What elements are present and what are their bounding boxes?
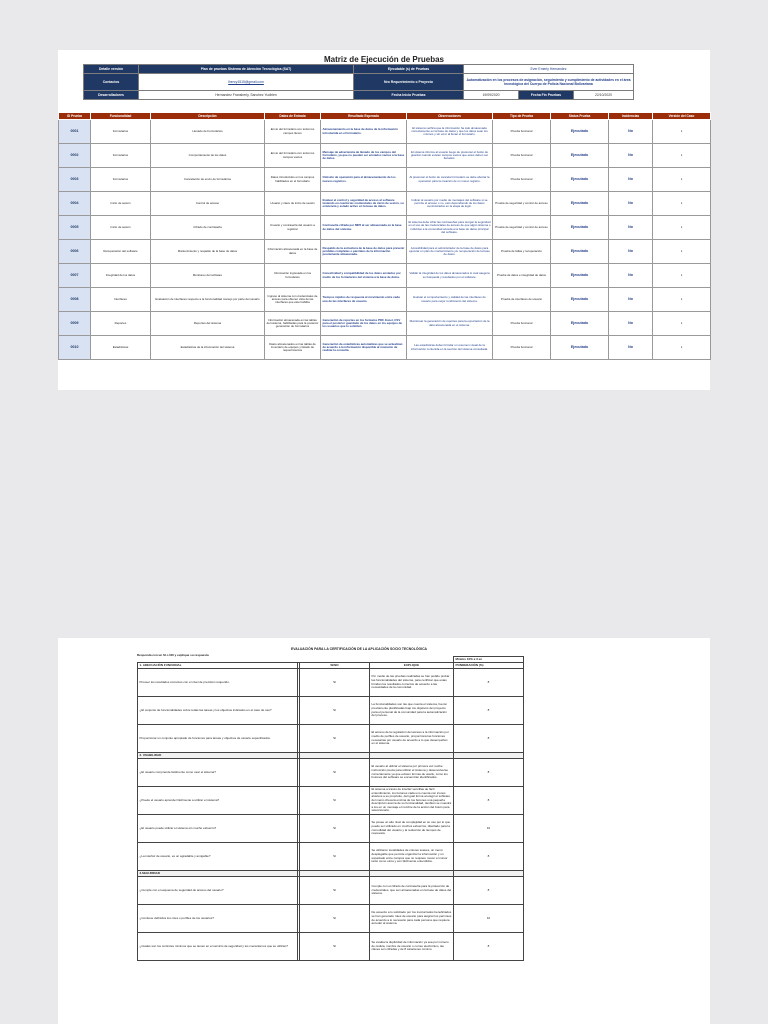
input-data-cell: Información almacenada en las tablas del sistema, habilitadas para la posterior generación de formularios	[265, 312, 321, 336]
weighting-value: 8	[454, 933, 524, 961]
question-text: ¿La interfaz de usuario, es un agradable y amigable?	[138, 843, 298, 871]
answer-si-no: SI	[300, 815, 370, 843]
test-status-cell: Ejecutado	[551, 312, 609, 336]
description-cell: Llenado de Formularios	[151, 120, 265, 144]
observations-cell: Indicar al usuario por medio de mensajes del software si se permite el acceso o no, esto dependiendo de los datos suministrados en la etapa de login.	[407, 192, 493, 216]
header-label: Fecha Inicio Pruebas	[354, 91, 464, 100]
table-row	[59, 336, 711, 360]
answer-si-no: SI	[300, 697, 370, 725]
test-id-cell: 0003	[59, 168, 91, 192]
column-header: Resultado Esperado	[321, 113, 407, 120]
answer-si-no: SI	[300, 843, 370, 871]
explanation-text: Se posee un alto nivel de complejidad en su uso por lo que puede ser utilizado en muchos esfuerzos, diseñado para la comodidad del usuario y la reducción de tiempos de respuesta.	[370, 815, 454, 843]
column-header: PONDERACIÓN (%)	[454, 663, 524, 669]
description-cell: Cifrado de contraseña	[151, 216, 265, 240]
header-row	[84, 74, 634, 91]
test-type-cell: Prueba funcional	[493, 168, 551, 192]
question-row	[138, 877, 524, 905]
table-row	[59, 240, 711, 264]
table-row	[59, 312, 711, 336]
weighting-value: 8	[454, 725, 524, 753]
observations-cell: Las estadísticas deben brindar un resumen visual de la información contenida en la sección del sistema consultada.	[407, 336, 493, 360]
description-cell: Cancelación de envío de formularios	[151, 168, 265, 192]
input-data-cell: Ingreso al sistema con credenciales de acceso para obtener vista de las interfaces que éste habilita	[265, 288, 321, 312]
document-title: Matriz de Ejecución de Pruebas	[323, 55, 445, 64]
answer-si-no: SI	[300, 725, 370, 753]
column-header: Descripción	[151, 113, 265, 120]
test-id-cell: 0008	[59, 288, 91, 312]
test-matrix-table	[58, 112, 711, 360]
header-value: Automatización en los procesos de asignación, seguimiento y cumplimiento de actividades en el área tecnológica del Cuerpo de Policía Nacional Bolivariana	[464, 74, 634, 91]
weighting-value: 8	[454, 877, 524, 905]
end-date: 22/10/2020	[574, 91, 634, 100]
explanation-text: El sistema a través de interfaz sencillas de fácil entendimiento, los botones cada uno cuenta con iconos alusivos a su propósito, del igual forma al elegir el software del menú ofrecerá encima de los botones una pequeña descripción acerca de su funcionalidad, también se muestra a los en un mensaje el nombre de la acción del botón para seleccionarlo.	[370, 787, 454, 815]
answer-si-no: SI	[300, 669, 370, 697]
explanation-text: Se evalúa la duplicidad de información ya sea por número de cédula, nombre de usuario o correo electrónico, las claves son cifradas y de 8 caracteres mínimo.	[370, 933, 454, 961]
expected-result-cell: Almacenamiento en la base de datos de la información introducida en el formulario.	[321, 120, 407, 144]
expected-result-cell: Omisión de operación para el almacenamiento de los nuevos registros.	[321, 168, 407, 192]
table-row	[59, 288, 711, 312]
test-type-cell: Prueba de seguridad y control de acceso	[493, 192, 551, 216]
project-header-table	[83, 64, 634, 100]
test-id-cell: 0010	[59, 336, 91, 360]
header-label: Detalle versión	[84, 65, 139, 74]
functionality-cell: Estadísticas	[91, 336, 151, 360]
description-cell: Reportes del sistema	[151, 312, 265, 336]
weighting-value: 8	[454, 787, 524, 815]
column-header: Incidencias	[609, 113, 653, 120]
test-status-cell: Ejecutado	[551, 240, 609, 264]
question-text: ¿Cuáles son los controles mínimos que se tienen en el servicio de seguridad y los mecanismos que se utilizan?	[138, 933, 298, 961]
functionality-cell: Inicio de sesión	[91, 216, 151, 240]
header-row	[84, 91, 634, 100]
functionality-cell: Formularios	[91, 168, 151, 192]
test-type-cell: Prueba funcional	[493, 144, 551, 168]
test-id-cell: 0009	[59, 312, 91, 336]
functionality-cell: Inicio de sesión	[91, 192, 151, 216]
description-cell: Evaluación de interfaces respecto a la funcionalidad manejo por parte del usuario	[151, 288, 265, 312]
case-version-cell: 1	[653, 240, 711, 264]
explanation-text: El acceso de la regulación del acceso a la información por medio de perfiles de usuario, proporciona las funciones necesarias por usuario de acuerdo a lo que desempeñan en el sistema.	[370, 725, 454, 753]
expected-result-cell: Respaldo de la estructura de la base de datos para prevenir pérdidas completas o parciales de la información previamente almacenada.	[321, 240, 407, 264]
evaluation-title: EVALUACIÓN PARA LA CERTIFICACIÓN DE LA APLICACIÓN SOCIO TECNOLÓGICA	[291, 647, 427, 651]
column-header: EXPLIQUE	[370, 663, 454, 669]
test-status-cell: Ejecutado	[551, 288, 609, 312]
test-id-cell: 0006	[59, 240, 91, 264]
incidents-cell: No	[609, 336, 653, 360]
description-cell: Control de acceso	[151, 192, 265, 216]
table-header-row	[59, 113, 711, 120]
functionality-cell: Formularios	[91, 120, 151, 144]
column-header: SI/NO	[300, 663, 370, 669]
observations-cell: El sistema verifica que la información ha sido almacenada correctamente en la base de datos y que los datos sean los mismos y sin error al llenar el formulario.	[407, 120, 493, 144]
table-row	[59, 264, 711, 288]
observations-cell: El sistema debe cifrar las contraseñas para otorgar la seguridad en el uso de las credenciales de acceso de que algún sistema o individuo a la comunidad acceda a la base de datos principal del software.	[407, 216, 493, 240]
document-page-2	[58, 638, 710, 1024]
table-row	[59, 192, 711, 216]
description-cell: Comportamiento de los datos	[151, 144, 265, 168]
question-row	[138, 933, 524, 961]
incidents-cell: No	[609, 144, 653, 168]
question-text: ¿Cumple con el esquema de seguridad de acceso del usuario?	[138, 877, 298, 905]
expected-result-cell: Evaluar el control y seguridad de acceso al software teniendo en cuenta las credenciales de inicio de sesión, su existencia y estado activo en la base de datos.	[321, 192, 407, 216]
test-status-cell: Ejecutado	[551, 120, 609, 144]
observations-cell: Al presionar el botón de cancelar formulario se debe abortar la operación para la creación de un nuevo registro.	[407, 168, 493, 192]
evaluation-subtitle: Responda con un SI o NO y explique su respuesta	[137, 653, 209, 657]
case-version-cell: 1	[653, 144, 711, 168]
question-text: ¿El usuario puede utilizar el sistema sin mucho esfuerzo?	[138, 815, 298, 843]
observations-cell: Accesibilidad para el administrador de la base de datos para ejecutar un plan de mantenimiento y/o recuperación de la base de datos.	[407, 240, 493, 264]
column-header: Tipo de Prueba	[493, 113, 551, 120]
test-type-cell: Prueba funcional	[493, 120, 551, 144]
test-id-cell: 0001	[59, 120, 91, 144]
column-header: Funcionalidad	[91, 113, 151, 120]
input-data-cell: Usuario y clave de inicio de sesión	[265, 192, 321, 216]
question-row	[138, 759, 524, 787]
input-data-cell: Envío del formulario con todos los campos vacíos	[265, 144, 321, 168]
test-status-cell: Ejecutado	[551, 264, 609, 288]
observations-cell: Validar la integridad de los datos almacenados lo cual asegura su búsqueda y resultados por el software.	[407, 264, 493, 288]
test-status-cell: Ejecutado	[551, 336, 609, 360]
start-date: 19/09/2020	[464, 91, 519, 100]
case-version-cell: 1	[653, 168, 711, 192]
case-version-cell: 1	[653, 264, 711, 288]
test-type-cell: Prueba funcional	[493, 336, 551, 360]
test-type-cell: Prueba de interfaces de usuario	[493, 288, 551, 312]
test-status-cell: Ejecutado	[551, 216, 609, 240]
question-row	[138, 725, 524, 753]
weighting-value: 10	[454, 905, 524, 933]
test-id-cell: 0007	[59, 264, 91, 288]
explanation-text: El usuario al utilizar el sistema por primera vez recibe instrucción previa para utilizar el sistema y desenvolverse correctamente ya que existen formas de usarlo, como los botones del software se encuentran identificados.	[370, 759, 454, 787]
weighting-value: 8	[454, 759, 524, 787]
test-status-cell: Ejecutado	[551, 192, 609, 216]
column-header: Datos de Entrada	[265, 113, 321, 120]
incidents-cell: No	[609, 120, 653, 144]
case-version-cell: 1	[653, 192, 711, 216]
incidents-cell: No	[609, 312, 653, 336]
incidents-cell: No	[609, 240, 653, 264]
question-text: ¿Puede el usuario aprender fácilmente a utilizar el sistema?	[138, 787, 298, 815]
document-page-1	[58, 50, 710, 390]
column-header: Status Prueba	[551, 113, 609, 120]
case-version-cell: 1	[653, 312, 711, 336]
description-cell: Monitoreo del software	[151, 264, 265, 288]
question-row	[138, 815, 524, 843]
test-status-cell: Ejecutado	[551, 168, 609, 192]
incidents-cell: No	[609, 288, 653, 312]
question-text: ¿El usuario comprende fácilmente como usar el sistema?	[138, 759, 298, 787]
expected-result-cell: Contraseña cifrada por MD5 al ser almacenada en la base de datos del sistema.	[321, 216, 407, 240]
incidents-cell: No	[609, 264, 653, 288]
table-row	[59, 168, 711, 192]
test-id-cell: 0005	[59, 216, 91, 240]
question-text: ¿Contiene definidos los roles o perfiles de los usuarios?	[138, 905, 298, 933]
test-id-cell: 0004	[59, 192, 91, 216]
test-type-cell: Prueba de fallas y recuperación	[493, 240, 551, 264]
question-row	[138, 669, 524, 697]
expected-result-cell: Generación de reportes en los formatos PDF, Excel, CSV para el posterior guardado de los datos en los equipos de los usuarios que lo soliciten.	[321, 312, 407, 336]
case-version-cell: 1	[653, 336, 711, 360]
functionality-cell: Recuperación del software	[91, 240, 151, 264]
section-title: 2. USABILIDAD	[138, 753, 298, 759]
description-cell: Mantenimiento y respaldo de la base de datos	[151, 240, 265, 264]
test-status-cell: Ejecutado	[551, 144, 609, 168]
case-version-cell: 1	[653, 120, 711, 144]
header-value: Hernandez Fransberly, Sanchez Yudirlen	[139, 91, 354, 100]
description-cell: Estadísticas de la información del sistema	[151, 336, 265, 360]
column-header: Observaciones	[407, 113, 493, 120]
table-row	[59, 120, 711, 144]
functionality-cell: Reportes	[91, 312, 151, 336]
header-label: Fecha Fin Pruebas	[519, 91, 574, 100]
header-value: Ever Emerly Hernandez	[464, 65, 634, 74]
question-text: Proveer los resultados correctos con el nivel de precisión requerido.	[138, 669, 298, 697]
weighting-value: 8	[454, 843, 524, 871]
observations-cell: El sistema informa al usuario luego de presionar el botón de guardar cuando existen campos vacíos que estos deben ser llenados.	[407, 144, 493, 168]
column-header: 1. ADECUACIÓN FUNCIONAL	[138, 663, 298, 669]
answer-si-no: SI	[300, 933, 370, 961]
explanation-text: La funcionalidades son las que cuenta el sistema, fueron previamente planificadas bajo los objetivos del proyecto para el personal de la comunidad para la automatización del proceso.	[370, 697, 454, 725]
header-label: Contactos	[84, 74, 139, 91]
header-label: Plan de pruebas Sistema de Atención Tecnológica (SAT)	[139, 65, 354, 74]
table-row	[59, 216, 711, 240]
question-row	[138, 843, 524, 871]
question-row	[138, 787, 524, 815]
incidents-cell: No	[609, 192, 653, 216]
header-row	[84, 65, 634, 74]
input-data-cell: Datos introducidos en los campos habilitados en el formulario	[265, 168, 321, 192]
contact-email-link[interactable]: lhenry1515@gmail.com	[139, 74, 354, 91]
question-row	[138, 697, 524, 725]
expected-result-cell: Conectividad y compatibilidad de los datos enviados por medio de los formularios del sistema a la base de datos.	[321, 264, 407, 288]
answer-si-no: SI	[300, 905, 370, 933]
weighting-value: 10	[454, 815, 524, 843]
observations-cell: Evaluar el comportamiento y calidad de las interfaces de usuario para mejor rendimiento del sistema.	[407, 288, 493, 312]
functionality-cell: Interfaces	[91, 288, 151, 312]
answer-si-no: SI	[300, 787, 370, 815]
table-row	[59, 144, 711, 168]
expected-result-cell: Mensaje de advertencia de llenado de los campos del formulario, ya que no pueden ser enviados vacíos a la base de datos.	[321, 144, 407, 168]
section-title: 3.SEGURIDAD	[138, 871, 298, 877]
column-header: Versión del Caso	[653, 113, 711, 120]
input-data-cell: Datos almacenados en las tablas de inventario de equipos y listado de requerimientos	[265, 336, 321, 360]
answer-si-no: SI	[300, 759, 370, 787]
functionality-cell: Integridad de los datos	[91, 264, 151, 288]
functionality-cell: Formularios	[91, 144, 151, 168]
input-data-cell: Usuario y contraseña del usuario a registrar	[265, 216, 321, 240]
explanation-text: De acuerdo a lo solicitado por los involucrados beneficiados se han generado roles de usuario para asignar los permisos de acuerdo a lo necesario para cada persona que requiera acceder al sistema.	[370, 905, 454, 933]
question-text: ¿El conjunto de funcionalidades cubre todas las tareas y los objetivos indicados en el caso de uso?	[138, 697, 298, 725]
answer-si-no: SI	[300, 877, 370, 905]
input-data-cell: Información ingresada en los formularios	[265, 264, 321, 288]
question-row	[138, 905, 524, 933]
test-type-cell: Prueba funcional	[493, 312, 551, 336]
input-data-cell: Información almacenada en la base de datos	[265, 240, 321, 264]
input-data-cell: Envío del formulario con todos los campos llenos	[265, 120, 321, 144]
explanation-text: Se utilizaron tonalidades de colores suaves, un menú desplegable que permite organizar la información y un espaciado entre campos que no requiere mover el cursor tanto como otros y son fácilmente entendidos.	[370, 843, 454, 871]
observations-cell: Monitorear la generación de reportes para la exportación de la data almacenada en el sistema.	[407, 312, 493, 336]
explanation-text: Por medio de las pruebas realizadas se han podido probar las funcionalidades del sistema, para certificar que estas brindan los resultados correctos de acuerdo a las necesidades de la comunidad.	[370, 669, 454, 697]
test-type-cell: Prueba de datos e integridad de datos	[493, 264, 551, 288]
test-type-cell: Prueba de seguridad y control de acceso	[493, 216, 551, 240]
header-label: Nro Requerimiento o Proyecto	[354, 74, 464, 91]
case-version-cell: 1	[653, 216, 711, 240]
explanation-text: Cumple con el cifrado de contraseña para la protección de credenciales, que son almacenadas en la base de datos del sistema.	[370, 877, 454, 905]
evaluation-table	[137, 656, 524, 961]
weighting-value: 8	[454, 697, 524, 725]
evaluation-note: Mínimo 10% a 3 en	[454, 657, 524, 663]
header-label: Ejecutable (s) de Pruebas	[354, 65, 464, 74]
header-label: Desarrolladores	[84, 91, 139, 100]
case-version-cell: 1	[653, 288, 711, 312]
test-id-cell: 0002	[59, 144, 91, 168]
incidents-cell: No	[609, 168, 653, 192]
weighting-value: 8	[454, 669, 524, 697]
column-header: ID Prueba	[59, 113, 91, 120]
incidents-cell: No	[609, 216, 653, 240]
expected-result-cell: Tiempos rápidos de respuesta al movimiento entre cada una de las interfaces de usuario.	[321, 288, 407, 312]
expected-result-cell: Generación de estadísticas automáticas que se actualizan de acuerdo a la información disponible al momento de realizar la consulta.	[321, 336, 407, 360]
question-text: Proporcionar un conjunto apropiado de funciones para tareas y objetivos de usuario especificados.	[138, 725, 298, 753]
